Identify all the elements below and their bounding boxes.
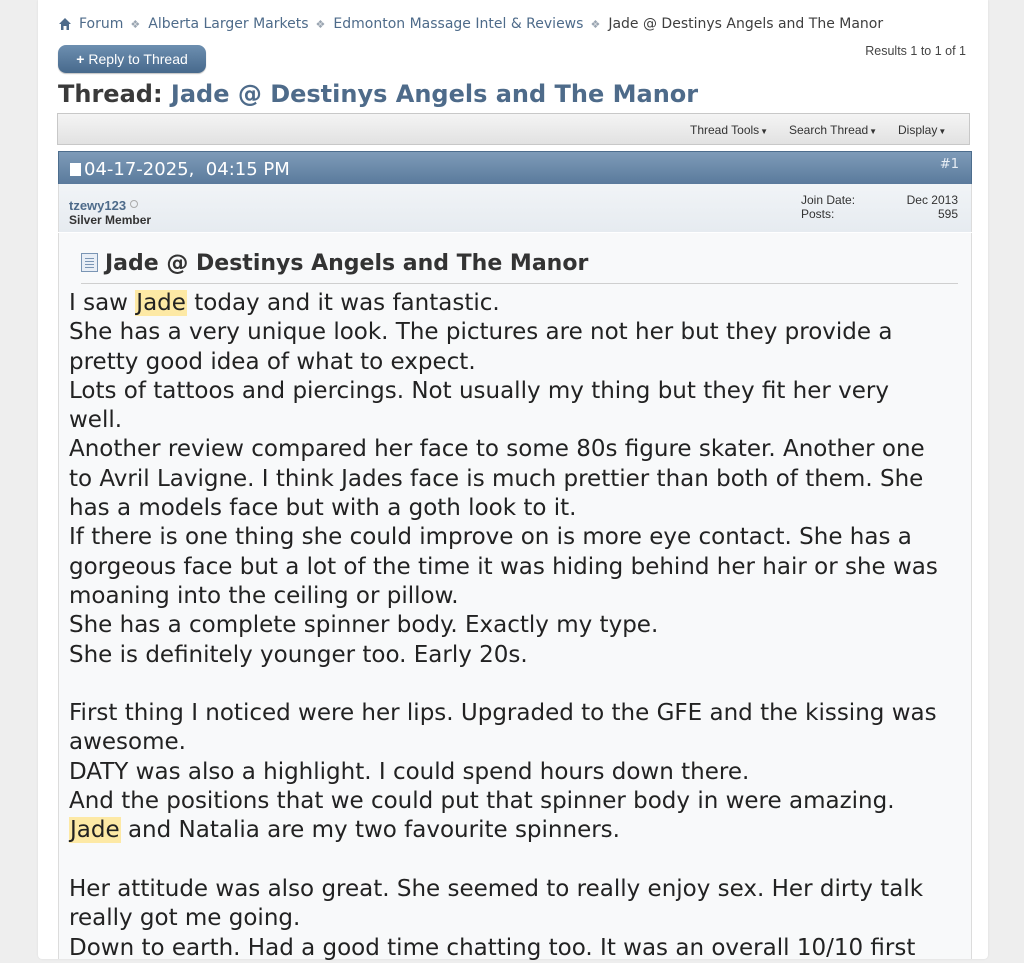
caret-down-icon: ▼ [760, 127, 769, 136]
thread-toolbar [57, 113, 970, 145]
breadcrumb-link-edmonton[interactable]: Edmonton Massage Intel & Reviews [333, 16, 584, 32]
plus-icon: + [76, 51, 85, 67]
search-highlight: Jade [136, 290, 186, 316]
post-text-line: gorgeous face but a lot of the time it was hiding behind her hair or she was [69, 553, 938, 580]
post-number-link[interactable]: #1 [939, 157, 959, 172]
join-date-value: Dec 2013 [906, 193, 958, 207]
thread-title-name[interactable]: Jade @ Destinys Angels and The Manor [170, 80, 699, 108]
post-text-line [69, 670, 964, 699]
post-text-line: Down to earth. Had a good time chatting too. It was an overall 10/10 first [69, 934, 916, 961]
post-text-line: Lots of tattoos and piercings. Not usually my thing but they fit her very [69, 377, 890, 404]
post-text-line: awesome. [69, 729, 186, 756]
breadcrumb-separator-icon: ❖ [315, 17, 326, 31]
post-title-text: Jade @ Destinys Angels and The Manor [105, 251, 589, 276]
post-text-line: Jade and Natalia are my two favourite spinners. [70, 817, 620, 844]
post-text-line [69, 846, 964, 875]
post-text-line: Her attitude was also great. She seemed to really enjoy sex. Her dirty talk [69, 875, 924, 902]
post-text-line: And the positions that we could put that spinner body in were amazing. [69, 788, 895, 815]
post-text-line: to Avril Lavigne. I think Jades face is much prettier than both of them. She [69, 465, 924, 492]
post-text-line: If there is one thing she could improve on is more eye contact. She has a [69, 524, 912, 551]
user-title: Silver Member [69, 213, 152, 227]
username-link[interactable] [69, 198, 138, 213]
post-date-value: 04-17-2025, [84, 159, 195, 180]
thread-tools-label: Thread Tools [690, 123, 760, 137]
offline-status-icon [130, 200, 138, 208]
page-container [38, 0, 988, 959]
post-text-line: has a models face but with a goth look to it. [69, 495, 577, 522]
post-content [69, 289, 964, 963]
breadcrumb [58, 15, 883, 33]
post-text-line: She has a complete spinner body. Exactly my type. [69, 612, 659, 639]
post-text-line: well. [69, 407, 123, 434]
post-text-line: Another review compared her face to some 80s figure skater. Another one [69, 436, 925, 463]
username-text: tzewy123 [69, 198, 127, 213]
caret-down-icon: ▼ [869, 127, 878, 136]
document-icon [81, 253, 98, 272]
post-text-line: She is definitely younger too. Early 20s. [69, 641, 528, 668]
user-info [58, 184, 972, 232]
thread-tools-menu[interactable] [690, 123, 768, 137]
breadcrumb-link-alberta[interactable]: Alberta Larger Markets [148, 16, 309, 32]
join-date-label: Join Date: [801, 193, 856, 207]
posts-value: 595 [937, 207, 958, 221]
post-body [58, 233, 972, 959]
post-text-line: She has a very unique look. The pictures are not her but they provide a [69, 319, 893, 346]
page-title [58, 80, 698, 108]
display-menu[interactable] [898, 123, 946, 137]
reply-to-thread-button[interactable] [58, 45, 206, 73]
breadcrumb-separator-icon: ❖ [590, 17, 601, 31]
post-text-line: DATY was also a highlight. I could spend hours down there. [69, 758, 750, 785]
post-text-line: moaning into the ceiling or pillow. [69, 582, 459, 609]
thread-title-prefix: Thread: [58, 80, 163, 108]
search-thread-label: Search Thread [789, 123, 869, 137]
user-stats [801, 193, 958, 221]
breadcrumb-link-forum[interactable]: Forum [79, 16, 124, 32]
home-icon[interactable] [58, 17, 72, 31]
caret-down-icon: ▼ [938, 127, 947, 136]
post-time-value: 04:15 PM [205, 159, 290, 180]
display-label: Display [898, 123, 938, 137]
search-thread-menu[interactable] [789, 123, 877, 137]
post-status-icon [70, 163, 81, 176]
search-highlight: Jade [70, 817, 120, 844]
breadcrumb-current: Jade @ Destinys Angels and The Manor [608, 16, 884, 32]
post-header [58, 151, 972, 185]
post-date [70, 159, 290, 180]
post-text-line: pretty good idea of what to expect. [69, 348, 476, 375]
breadcrumb-separator-icon: ❖ [130, 17, 141, 31]
post-text-line: First thing I noticed were her lips. Upgraded to the GFE and the kissing was [69, 700, 937, 727]
post-text-line: really got me going. [69, 905, 301, 932]
posts-label: Posts: [801, 207, 835, 221]
post-text-line: I saw Jade today and it was fantastic. [69, 290, 500, 316]
reply-button-label: Reply to Thread [88, 51, 188, 67]
post-title [81, 251, 958, 284]
results-count: Results 1 to 1 of 1 [865, 44, 966, 58]
